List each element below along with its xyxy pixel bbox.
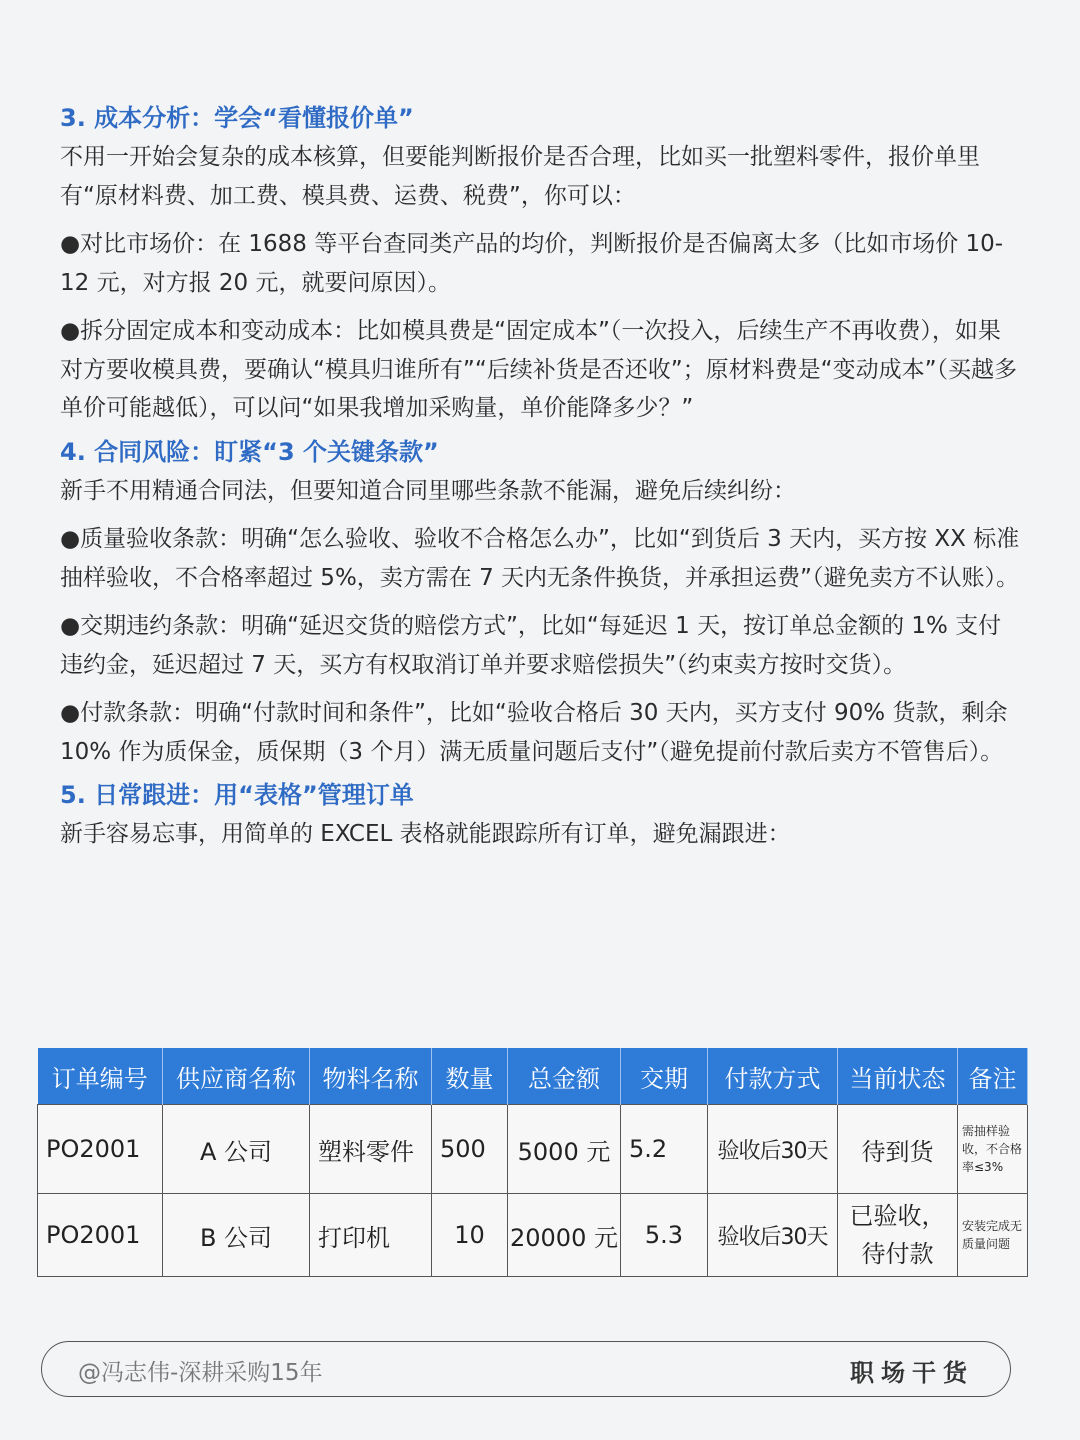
header-material: 物料名称 [310,1048,432,1105]
section-3-intro: 不用一开始会复杂的成本核算，但要能判断报价是否合理，比如买一批塑料零件，报价单里有“原材料费、加工费、模具费、运费、税费”，你可以： [60,144,980,209]
cell-note: 需抽样验收，不合格率≤3% [958,1105,1028,1194]
cell-note: 安装完成无质量问题 [958,1194,1028,1277]
header-note: 备注 [958,1048,1028,1105]
table-row [38,1105,1028,1194]
header-qty: 数量 [432,1048,508,1105]
section-4-bullet-payment: ●付款条款：明确“付款时间和条件”，比如“验收合格后 30 天内，买方支付 90% 货款，剩余 10% 作为质保金，质保期（3 个月）满无质量问题后支付”（避免提前付款后卖方不管售后）。 [60,700,1008,765]
cell-amount: 5000 元 [508,1105,621,1194]
section-4-bullet-quality: ●质量验收条款：明确“怎么验收、验收不合格怎么办”，比如“到货后 3 天内，买方按 XX 标准抽样验收，不合格率超过 5%，卖方需在 7 天内无条件换货，并承担运费”（避免卖方不认账）。 [60,526,1020,591]
section-3-heading: 3. 成本分析：学会“看懂报价单” [60,104,414,132]
cell-status: 待到货 [838,1105,958,1194]
order-tracking-table [37,1048,1028,1277]
cell-supplier: B 公司 [163,1194,310,1277]
header-order-no: 订单编号 [38,1048,163,1105]
footer-banner [41,1341,1011,1397]
cell-delivery: 5.3 [621,1194,708,1277]
section-4-intro: 新手不用精通合同法，但要知道合同里哪些条款不能漏，避免后续纠纷： [60,477,796,504]
cell-order-no: PO2001 [38,1194,163,1277]
cell-supplier: A 公司 [163,1105,310,1194]
section-3-bullet-market-price: ●对比市场价：在 1688 等平台查同类产品的均价，判断报价是否偏离太多（比如市场价 10-12 元，对方报 20 元，就要问原因）。 [60,231,1004,296]
cell-material: 塑料零件 [310,1105,432,1194]
table-row [38,1194,1028,1277]
section-5-heading: 5. 日常跟进：用“表格”管理订单 [60,781,414,809]
section-3-bullet-fixed-variable-cost: ●拆分固定成本和变动成本：比如模具费是“固定成本”（一次投入，后续生产不再收费），如果对方要收模具费，要确认“模具归谁所有”“后续补货是否还收”；原材料费是“变动成本”（买越多单价可能越低），可以问“如果我增加采购量，单价能降多少？” [60,318,1017,421]
header-amount: 总金额 [508,1048,621,1105]
header-supplier: 供应商名称 [163,1048,310,1105]
footer-author: @冯志伟-深耕采购15年 [78,1360,323,1386]
cell-qty: 10 [432,1194,508,1277]
cell-status: 已验收，待付款 [838,1194,958,1277]
section-4-heading: 4. 合同风险：盯紧“3 个关键条款” [60,437,439,466]
cell-material: 打印机 [310,1194,432,1277]
header-status: 当前状态 [838,1048,958,1105]
section-5-intro: 新手容易忘事，用简单的 EXCEL 表格就能跟踪所有订单，避免漏跟进： [60,821,791,847]
article-body [60,98,1020,854]
header-delivery: 交期 [621,1048,708,1105]
cell-payment: 验收后30天 [708,1105,838,1194]
section-4-bullet-delivery: ●交期违约条款：明确“延迟交货的赔偿方式”，比如“每延迟 1 天，按订单总金额的 1% 支付违约金，延迟超过 7 天，买方有权取消订单并要求赔偿损失”（约束卖方按时交货）。 [60,613,1002,678]
cell-qty: 500 [432,1105,508,1194]
table-header-row [38,1048,1028,1105]
cell-payment: 验收后30天 [708,1194,838,1277]
cell-order-no: PO2001 [38,1105,163,1194]
footer-tag: 职场干货 [850,1359,974,1387]
cell-delivery: 5.2 [621,1105,708,1194]
cell-amount: 20000 元 [508,1194,621,1277]
header-payment: 付款方式 [708,1048,838,1105]
